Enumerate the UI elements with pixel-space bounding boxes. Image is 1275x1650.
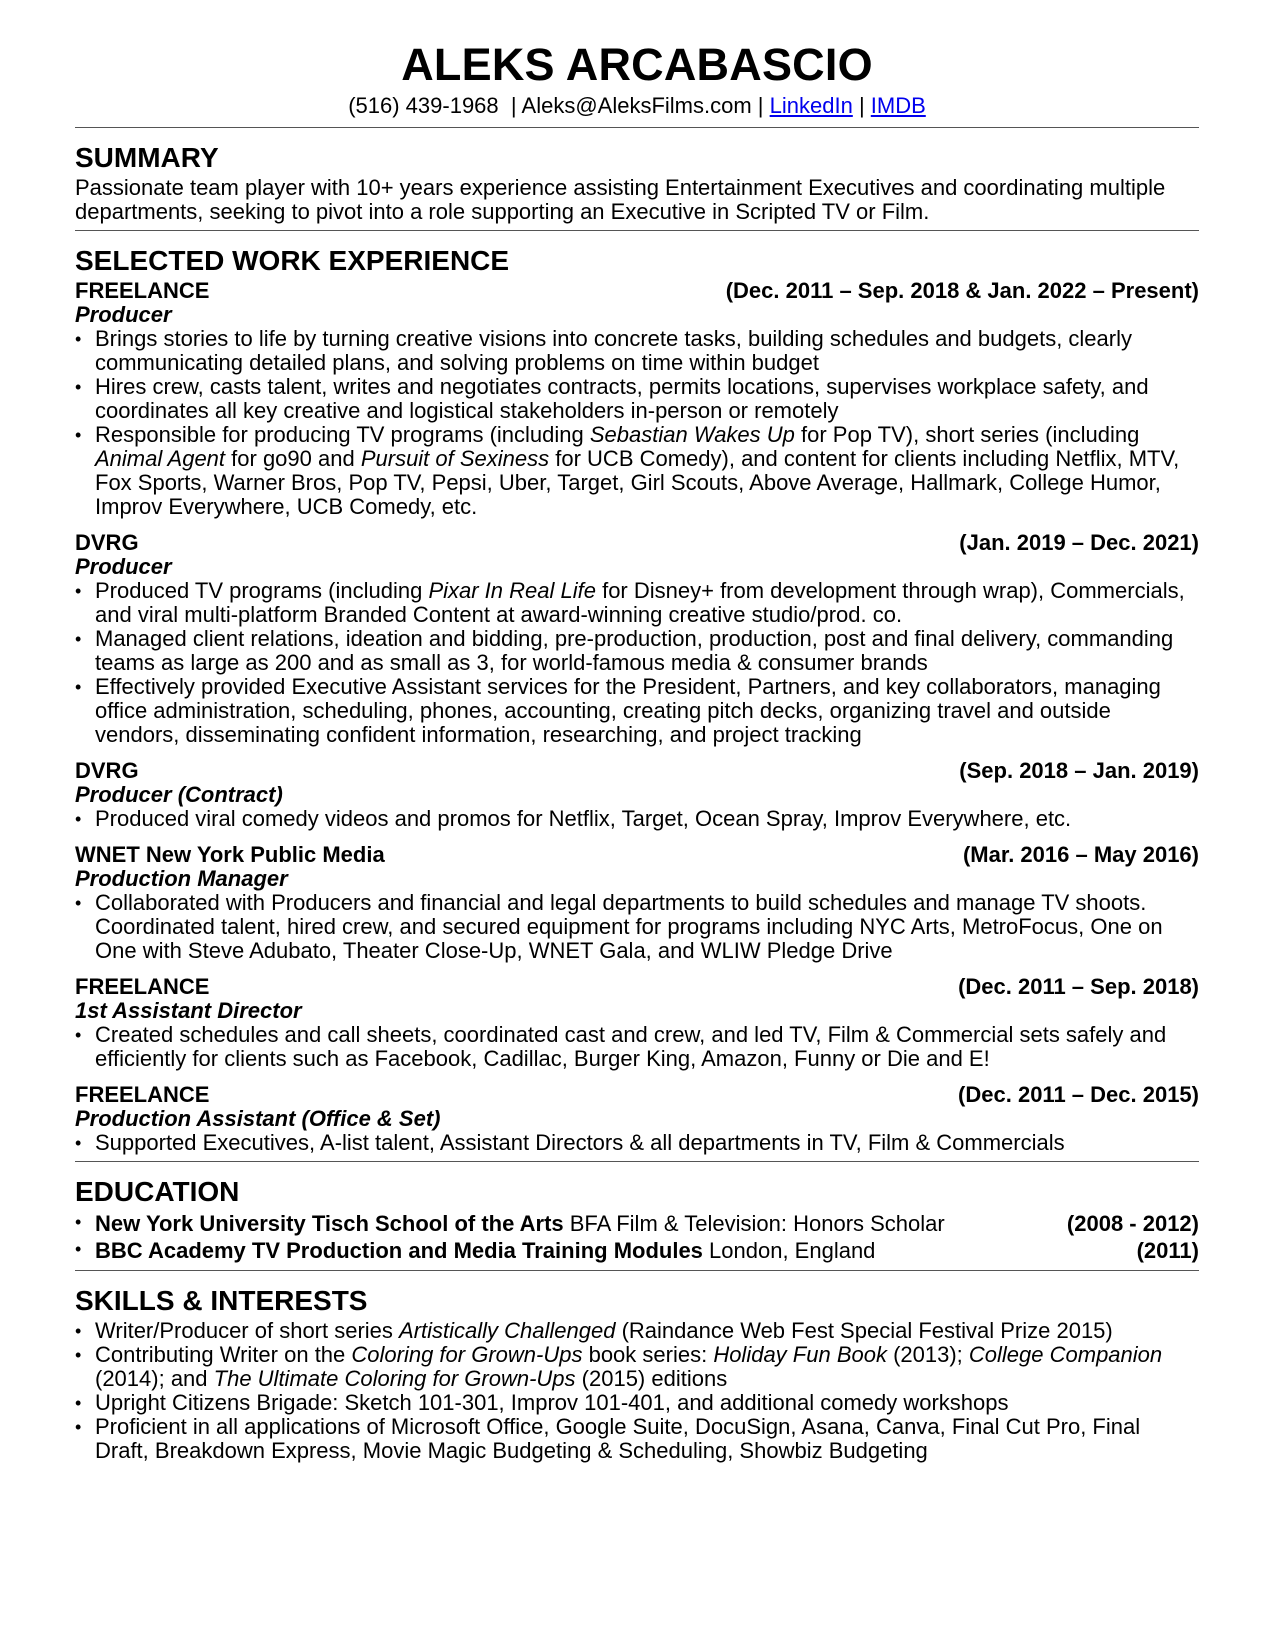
show-title: Animal Agent <box>95 446 226 471</box>
skill-text: Writer/Producer of short series <box>95 1318 400 1343</box>
education-row <box>95 1210 1199 1237</box>
school-name: New York University Tisch School of the Arts <box>95 1211 564 1236</box>
bullet-item: • Hires crew, casts talent, writes and negotiates contracts, permits locations, supervises workplace safety, and coordinates all key creative and logistical stakeholders in-person or remotely <box>75 375 1199 423</box>
job-entry <box>75 279 1199 519</box>
company-name: WNET New York Public Media <box>75 842 385 867</box>
job-role: Producer <box>75 554 172 579</box>
job-bullets <box>75 1131 1199 1155</box>
bullet-item: • Supported Executives, A-list talent, Assistant Directors & all departments in TV, Film & Commercials <box>75 1131 1199 1155</box>
job-entry <box>75 843 1199 963</box>
job-bullets <box>75 807 1199 831</box>
bullet-text: for go90 and <box>225 446 361 471</box>
bullet-text: Responsible for producing TV programs (including <box>95 422 590 447</box>
education-desc <box>95 1237 875 1264</box>
bullet-item: • Effectively provided Executive Assistant services for the President, Partners, and key collaborators, managing office administration, scheduling, phones, accounting, creating pitch decks, organizing travel and outside vendors, disseminating confident information, researching, and project tracking <box>75 675 1199 747</box>
education-dates: (2008 - 2012) <box>1066 1211 1199 1236</box>
skill-text: (2013); <box>886 1342 969 1367</box>
skills-heading: SKILLS & INTERESTS <box>75 1285 368 1316</box>
job-header <box>75 843 1199 867</box>
bullet-item: • Collaborated with Producers and financial and legal departments to build schedules and manage TV shoots. Coordinated talent, hired crew, and secured equipment for programs including NYC Arts, MetroFocus, One on One with Steve Adubato, Theater Close-Up, WNET Gala, and WLIW Pledge Drive <box>75 891 1199 963</box>
job-header <box>75 1083 1199 1107</box>
divider <box>75 127 1199 128</box>
job-role: Producer <box>75 302 172 327</box>
degree-detail: BFA Film & Television: Honors Scholar <box>563 1211 945 1236</box>
job-role: 1st Assistant Director <box>75 998 302 1023</box>
book-title: The Ultimate Coloring for Grown-Ups <box>213 1366 576 1391</box>
job-dates: (Sep. 2018 – Jan. 2019) <box>959 758 1199 783</box>
divider <box>75 1161 1199 1162</box>
job-entry <box>75 975 1199 1071</box>
imdb-link[interactable]: IMDB <box>870 93 926 118</box>
series-title: Artistically Challenged <box>399 1318 616 1343</box>
show-title: Pixar In Real Life <box>428 578 596 603</box>
education-list <box>75 1210 1199 1264</box>
bullet-text: for UCB Comedy), and content for clients including Netflix, MTV, Fox Sports, Warner Bros, Pop TV, Pepsi, Uber, Target, Girl Scouts, Above Average, Hallmark, College Humor, Improv Everywhere, UCB Comedy, etc. <box>95 446 1180 519</box>
skill-item <box>75 1319 1199 1343</box>
job-header <box>75 531 1199 555</box>
contact-separator: | <box>510 93 517 118</box>
divider <box>75 1270 1199 1271</box>
skill-text: (2014); and <box>95 1366 214 1391</box>
bullet-text: for Pop TV), short series (including <box>794 422 1140 447</box>
company-name: FREELANCE <box>75 278 210 303</box>
education-row <box>95 1237 1199 1264</box>
job-bullets <box>75 1023 1199 1071</box>
book-title: Holiday Fun Book <box>713 1342 887 1367</box>
job-role: Production Manager <box>75 866 288 891</box>
skill-text: Contributing Writer on the <box>95 1342 352 1367</box>
education-desc <box>95 1210 945 1237</box>
job-role: Production Assistant (Office & Set) <box>75 1106 441 1131</box>
job-bullets <box>75 327 1199 519</box>
skill-item: • Upright Citizens Brigade: Sketch 101-301, Improv 101-401, and additional comedy workshops <box>75 1391 1199 1415</box>
job-dates: (Dec. 2011 – Dec. 2015) <box>958 1082 1199 1107</box>
job-role: Producer (Contract) <box>75 782 283 807</box>
summary-text: Passionate team player with 10+ years experience assisting Entertainment Executives and coordinating multiple departments, seeking to pivot into a role supporting an Executive in Scripted TV or Film. <box>75 175 1166 224</box>
skill-item <box>75 1343 1199 1391</box>
book-title: College Companion <box>968 1342 1163 1367</box>
skill-text: (2015) editions <box>575 1366 728 1391</box>
job-entry <box>75 759 1199 831</box>
summary-heading: SUMMARY <box>75 142 219 173</box>
company-name: DVRG <box>75 758 139 783</box>
job-entry <box>75 531 1199 747</box>
skill-text: book series: <box>582 1342 714 1367</box>
skill-text: (Raindance Web Fest Special Festival Prize 2015) <box>615 1318 1113 1343</box>
job-header <box>75 975 1199 999</box>
bullet-item <box>75 579 1199 627</box>
job-bullets <box>75 579 1199 747</box>
bullet-item: • Brings stories to life by turning creative visions into concrete tasks, building schedules and budgets, clearly communicating detailed plans, and solving problems on time within budget <box>75 327 1199 375</box>
education-dates: (2011) <box>1136 1238 1199 1263</box>
job-dates: (Dec. 2011 – Sep. 2018) <box>958 974 1199 999</box>
job-dates: (Jan. 2019 – Dec. 2021) <box>959 530 1199 555</box>
email-address: Aleks@AleksFilms.com <box>521 93 752 118</box>
bullet-item: • Managed client relations, ideation and bidding, pre-production, production, post and final delivery, commanding teams as large as 200 and as small as 3, for world-famous media & consumer brands <box>75 627 1199 675</box>
education-heading: EDUCATION <box>75 1176 240 1207</box>
contact-separator: | <box>858 93 865 118</box>
skill-item: • Proficient in all applications of Microsoft Office, Google Suite, DocuSign, Asana, Canva, Final Cut Pro, Final Draft, Breakdown Express, Movie Magic Budgeting & Scheduling, Showbiz Budgeting <box>75 1415 1199 1463</box>
contact-separator: | <box>757 93 764 118</box>
job-header <box>75 759 1199 783</box>
school-name: BBC Academy TV Production and Media Training Modules <box>95 1238 703 1263</box>
phone-number: (516) 439-1968 <box>348 93 499 118</box>
divider <box>75 230 1199 231</box>
contact-line <box>75 92 1199 120</box>
company-name: DVRG <box>75 530 139 555</box>
company-name: FREELANCE <box>75 974 210 999</box>
job-dates: (Dec. 2011 – Sep. 2018 & Jan. 2022 – Present) <box>725 278 1199 303</box>
job-header <box>75 279 1199 303</box>
linkedin-link[interactable]: LinkedIn <box>769 93 853 118</box>
show-title: Sebastian Wakes Up <box>589 422 795 447</box>
book-title: Coloring for Grown-Ups <box>351 1342 583 1367</box>
bullet-item <box>75 423 1199 519</box>
bullet-text: Produced TV programs (including <box>95 578 429 603</box>
education-item <box>75 1210 1199 1237</box>
bullet-item: • Created schedules and call sheets, coordinated cast and crew, and led TV, Film & Commercial sets safely and efficiently for clients such as Facebook, Cadillac, Burger King, Amazon, Funny or Die and E! <box>75 1023 1199 1071</box>
experience-heading: SELECTED WORK EXPERIENCE <box>75 245 510 276</box>
bullet-item: • Produced viral comedy videos and promos for Netflix, Target, Ocean Spray, Improv Everywhere, etc. <box>75 807 1199 831</box>
candidate-name: ALEKS ARCABASCIO <box>401 39 873 90</box>
education-item <box>75 1237 1199 1264</box>
skills-list <box>75 1319 1199 1463</box>
degree-detail: London, England <box>702 1238 876 1263</box>
bullet-text: for Disney+ from development through wrap), Commercials, and viral multi-platform Branded Content at award-winning creative studio/prod. co. <box>95 578 1185 627</box>
job-bullets <box>75 891 1199 963</box>
job-dates: (Mar. 2016 – May 2016) <box>962 842 1199 867</box>
job-entry <box>75 1083 1199 1155</box>
company-name: FREELANCE <box>75 1082 210 1107</box>
show-title: Pursuit of Sexiness <box>360 446 550 471</box>
